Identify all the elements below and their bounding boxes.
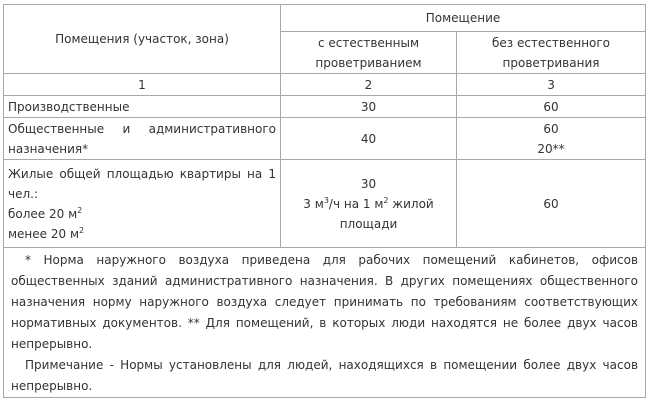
row-public-name-line1: Общественные и административного <box>8 121 276 136</box>
column-number-1: 1 <box>4 74 281 96</box>
norms-table <box>3 4 646 398</box>
row-public-without-vent-value: 60 <box>543 121 559 136</box>
column-number-3: 3 <box>457 74 646 96</box>
row-residential-more: более 20 $м^2$ <box>8 205 83 221</box>
row-public-without-vent-note: 20** <box>537 141 565 156</box>
row-residential-with-vent <box>281 160 457 248</box>
table-row <box>4 160 646 248</box>
footnote-text: * Норма наружного воздуха приведена для рабочих помещений кабинетов, офисов общественных зданий административного назначения. В других помещениях общественного назначения норму наружного воздуха следует принимать по требованиям соответствующих нормативных документов. ** Для помещений, в которых люди находятся не более двух часов непрерывно. <box>11 253 639 351</box>
header-with-ventilation: с естественным проветриванием <box>281 32 457 74</box>
row-residential-with-vent-value: 30 <box>360 176 377 191</box>
row-residential-name-line2: чел.: <box>8 186 38 201</box>
row-public-with-vent: 40 <box>281 118 457 160</box>
footnote-cell <box>4 248 646 398</box>
row-residential-with-vent-area: площади <box>339 216 398 231</box>
header-premises-zone: Помещения (участок, зона) <box>4 5 281 74</box>
table-row <box>4 96 646 118</box>
row-production-with-vent: 30 <box>281 96 457 118</box>
header-without-ventilation: без естественного проветривания <box>457 32 646 74</box>
row-residential-less: менее 20 $м^2$ <box>8 225 85 241</box>
row-production-name: Производственные <box>4 96 281 118</box>
table-row <box>4 118 646 160</box>
table-row <box>4 248 646 398</box>
header-room: Помещение <box>281 5 646 32</box>
row-production-without-vent: 60 <box>457 96 646 118</box>
remark-text: Примечание - Нормы установлены для людей, находящихся в помещении более двух часов непрерывно. <box>11 358 639 393</box>
row-public-name <box>4 118 281 160</box>
row-public-name-line2: назначения* <box>8 141 89 156</box>
row-residential-name <box>4 160 281 248</box>
row-public-without-vent <box>457 118 646 160</box>
row-residential-without-vent: 60 <box>457 160 646 248</box>
row-residential-name-line1: Жилые общей площадью квартиры на 1 <box>8 166 276 181</box>
column-number-2: 2 <box>281 74 457 96</box>
row-residential-with-vent-rate: 3 $м^3/ч$ на 1 $м^2$ жилой <box>303 195 434 211</box>
